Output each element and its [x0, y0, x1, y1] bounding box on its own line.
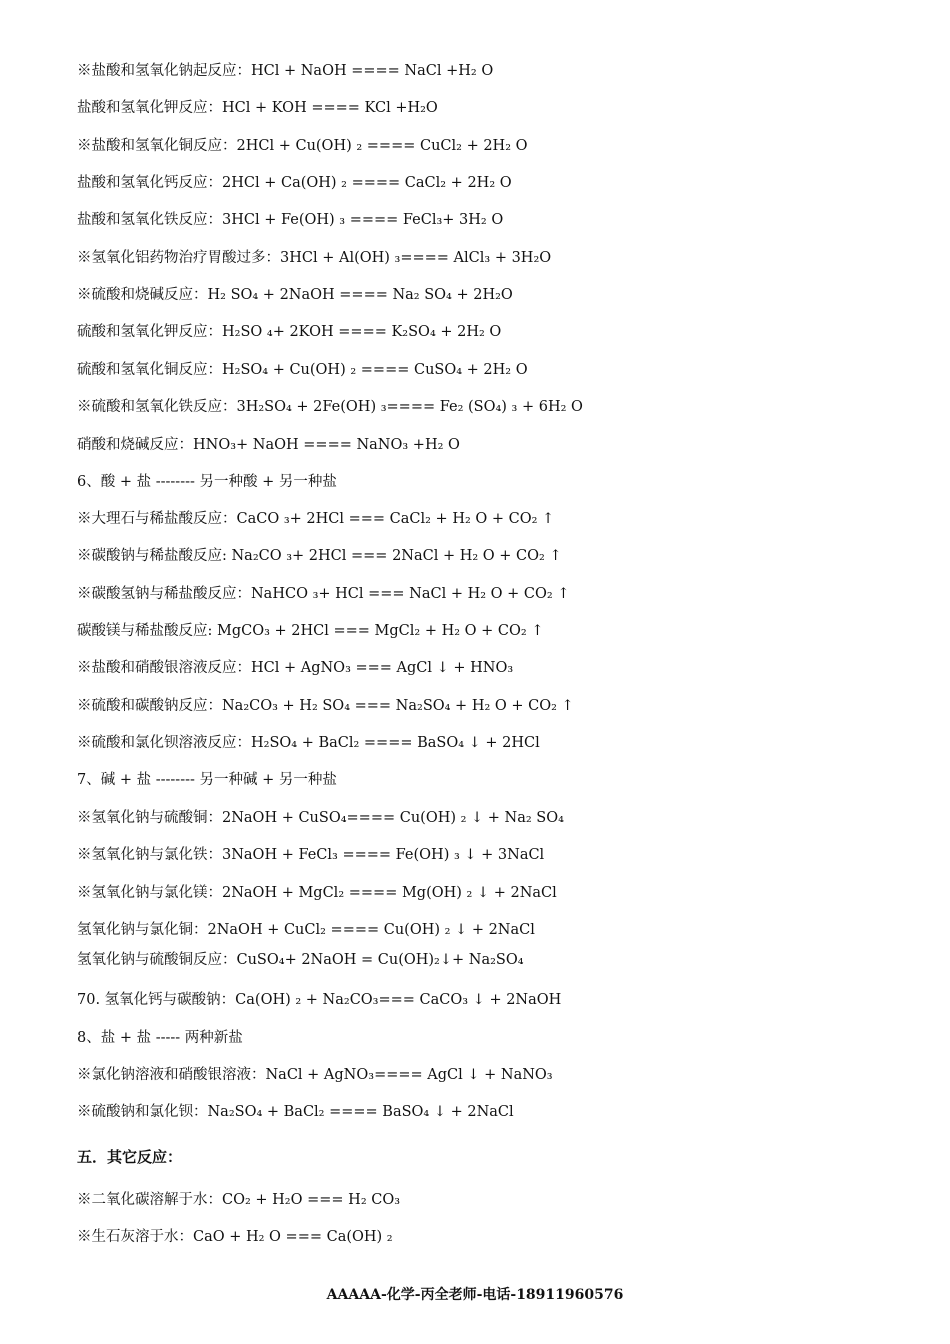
equation-line: ※氯化钠溶液和硝酸银溶液：NaCl + AgNO₃==== AgCl ↓ + NaNO₃ — [77, 1067, 553, 1083]
equation-line: ※硫酸钠和氯化钡：Na₂SO₄ + BaCl₂ ==== BaSO₄ ↓ + 2NaCl — [77, 1104, 514, 1120]
section-title: 8、盐 + 盐 ----- 两种新盐 — [77, 1030, 243, 1046]
equation-line: ※硫酸和烧碱反应：H₂ SO₄ + 2NaOH ==== Na₂ SO₄ + 2H₂O — [77, 287, 513, 303]
equation-line: ※氢氧化钠与硫酸铜：2NaOH + CuSO₄==== Cu(OH) ₂ ↓ + Na₂ SO₄ — [77, 810, 564, 826]
equation-line: ※盐酸和硝酸银溶液反应：HCl + AgNO₃ === AgCl ↓ + HNO₃ — [77, 660, 514, 676]
equation-line: ※盐酸和氢氧化钠起反应：HCl + NaOH ==== NaCl +H₂ O — [77, 63, 494, 79]
equation-line: ※硫酸和氢氧化铁反应：3H₂SO₄ + 2Fe(OH) ₃==== Fe₂ (SO₄) ₃ + 6H₂ O — [77, 399, 583, 415]
equation-line: ※硫酸和碳酸钠反应：Na₂CO₃ + H₂ SO₄ === Na₂SO₄ + H₂ O + CO₂ ↑ — [77, 698, 574, 714]
equation-line: 硫酸和氢氧化铜反应：H₂SO₄ + Cu(OH) ₂ ==== CuSO₄ + 2H₂ O — [77, 362, 528, 378]
footer-text: AAAAA-化学-丙全老师-电话-18911960576 — [326, 1287, 624, 1303]
equation-line: ※大理石与稀盐酸反应：CaCO ₃+ 2HCl === CaCl₂ + H₂ O + CO₂ ↑ — [77, 511, 555, 527]
equation-line: ※氢氧化铝药物治疗胃酸过多：3HCl + Al(OH) ₃==== AlCl₃ + 3H₂O — [77, 250, 552, 266]
section-title: 7、碱 + 盐 -------- 另一种碱 + 另一种盐 — [77, 772, 337, 788]
equation-line: 盐酸和氢氧化钾反应：HCl + KOH ==== KCl +H₂O — [77, 100, 438, 116]
equation-line: ※生石灰溶于水：CaO + H₂ O === Ca(OH) ₂ — [77, 1229, 393, 1245]
equation-line: 硫酸和氢氧化钾反应：H₂SO ₄+ 2KOH ==== K₂SO₄ + 2H₂ O — [77, 324, 502, 340]
equation-line: ※碳酸氢钠与稀盐酸反应：NaHCO ₃+ HCl === NaCl + H₂ O + CO₂ ↑ — [77, 586, 570, 602]
equation-line: 盐酸和氢氧化铁反应：3HCl + Fe(OH) ₃ ==== FeCl₃+ 3H₂ O — [77, 212, 504, 228]
equation-line: 硝酸和烧碱反应：HNO₃+ NaOH ==== NaNO₃ +H₂ O — [77, 437, 460, 453]
equation-line: ※硫酸和氯化钡溶液反应：H₂SO₄ + BaCl₂ ==== BaSO₄ ↓ + 2HCl — [77, 735, 540, 751]
section-title: 6、酸 + 盐 -------- 另一种酸 + 另一种盐 — [77, 474, 337, 490]
equation-line: 碳酸镁与稀盐酸反应: MgCO₃ + 2HCl === MgCl₂ + H₂ O + CO₂ ↑ — [77, 623, 544, 639]
section-heading: 五．其它反应： — [77, 1148, 183, 1166]
equation-line: ※二氧化碳溶解于水：CO₂ + H₂O === H₂ CO₃ — [77, 1192, 401, 1208]
equation-line: ※氢氧化钠与氯化镁：2NaOH + MgCl₂ ==== Mg(OH) ₂ ↓ + 2NaCl — [77, 885, 557, 901]
equation-line: 氢氧化钠与氯化铜：2NaOH + CuCl₂ ==== Cu(OH) ₂ ↓ + 2NaCl — [77, 922, 535, 938]
equation-line: 70. 氢氧化钙与碳酸钠：Ca(OH) ₂ + Na₂CO₃=== CaCO₃ ↓ + 2NaOH — [77, 992, 562, 1008]
equation-line: 氢氧化钠与硫酸铜反应：CuSO₄+ 2NaOH = Cu(OH)₂↓+ Na₂SO₄ — [77, 952, 524, 968]
equation-line: ※盐酸和氢氧化铜反应：2HCl + Cu(OH) ₂ ==== CuCl₂ + 2H₂ O — [77, 138, 528, 154]
equation-line: 盐酸和氢氧化钙反应：2HCl + Ca(OH) ₂ ==== CaCl₂ + 2H₂ O — [77, 175, 512, 191]
equation-line: ※碳酸钠与稀盐酸反应: Na₂CO ₃+ 2HCl === 2NaCl + H₂ O + CO₂ ↑ — [77, 548, 562, 564]
equation-line: ※氢氧化钠与氯化铁：3NaOH + FeCl₃ ==== Fe(OH) ₃ ↓ + 3NaCl — [77, 847, 545, 863]
